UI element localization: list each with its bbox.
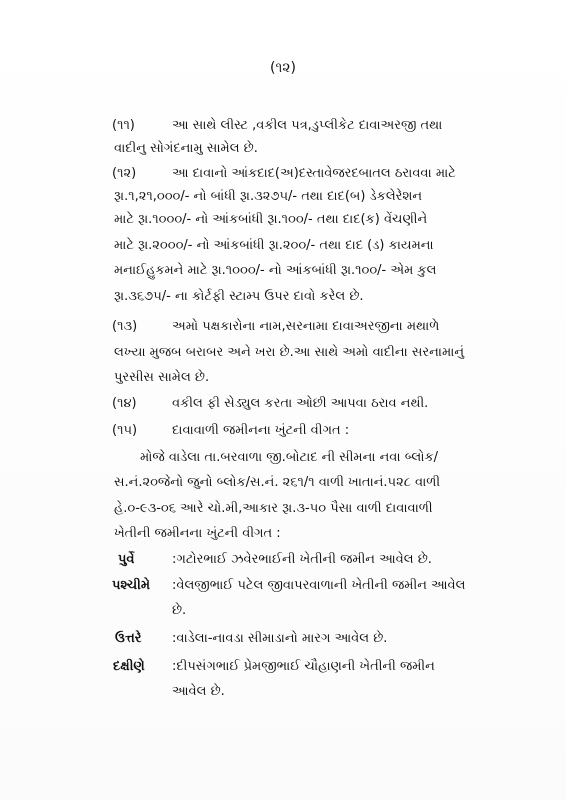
boundary-west-text: :વેલજીભાઈ પટેલ જીવાપરવાળાની ખેતીની જમીન આવેલ	[172, 578, 466, 593]
boundary-direction-west: પશ્ચીમે	[112, 578, 151, 593]
page-number: (૧૨)	[269, 60, 296, 76]
para-12-line: રૂા.૧,૨૧,૦૦૦/- નો બાંધી રૂા.૩૨૭૫/- તથા દાદ(બ) ડેકલેરેશન	[114, 189, 423, 204]
boundary-east-text: :ગટોરભાઈ ઝવેરભાઈની ખેતીની જમીન આવેલ છે.	[172, 552, 432, 567]
boundary-direction-south: દક્ષીણે	[113, 659, 145, 674]
para-11-line: આ સાથે લીસ્ટ ,વકીલ પત્ર,ડુપ્લીકેટ દાવાઅરજી તથા	[172, 118, 443, 133]
para-15-line: મોજે વાડેલા તા.બરવાળા જી.બોટાદ ની સીમના નવા બ્લોક/	[140, 450, 439, 465]
para-13-number: (૧૩)	[112, 319, 138, 334]
para-15-line: ખેતીની જમીનના ખુંટની વીગત :	[114, 526, 281, 541]
para-13-line: લખ્યા મુજબ બરાબર અને ખરા છે.આ સાથે અમો વાદીના સરનામાનું	[114, 345, 465, 360]
boundary-west-text: છે.	[172, 603, 187, 618]
para-14-line: વકીલ ફી સેડ્યુલ કરતા ઓછી આપવા ઠરાવ નથી.	[172, 396, 429, 411]
para-15-line: સ.નં.૨૦જેનો જુનો બ્લોક/સ.નં. ૨૬૧/૧ વાળી ખાતાનં.૫૨૮ વાળી	[114, 475, 441, 490]
para-12-line: માટે રૂા.૨૦૦૦/- નો આંકબાંધી રૂા.૨૦૦/- તથા દાદ (ડ) કાયમના	[114, 238, 434, 253]
boundary-direction-east: પુર્વે	[118, 552, 135, 567]
boundary-direction-north: ઉત્તરે	[115, 631, 142, 646]
para-15-heading: દાવાવાળી જમીનના ખુંટની વીગત :	[172, 423, 350, 438]
para-12-line: મનાઈહુકમને માટે રૂા.૧૦૦૦/- નો આંકબાંધી રૂા.૧૦૦/- એમ કુલ	[114, 263, 437, 278]
para-15-line: હે.૦-૯૩-૦૬ આરે ચો.મી,આકાર રૂા.૩-૫૦ પૈસા વાળી દાવાવાળી	[114, 501, 433, 516]
para-12-line: આ દાવાનો આંકદાદ(અ)દસ્તાવેજરદબાતલ ઠરાવવા માટે	[172, 166, 456, 181]
para-13-line: અમો પક્ષકારોના નામ,સરનામા દાવાઅરજીના મથાળે	[172, 319, 440, 334]
para-11-number: (૧૧)	[112, 118, 135, 133]
boundary-south-text: આવેલ છે.	[172, 684, 225, 699]
para-12-line: માટે રૂા.૧૦૦૦/- નો આંકબાંધી રૂા.૧૦૦/- તથા દાદ(ક) વેંચણીને	[114, 212, 428, 227]
para-13-line: પુરસીસ સામેલ છે.	[114, 370, 210, 385]
para-11-line: વાદીનુ સોગંદનામુ સામેલ છે.	[114, 141, 258, 156]
para-14-number: (૧૪)	[112, 396, 137, 411]
boundary-north-text: :વાડેલા-નાવડા સીમાડાનો મારગ આવેલ છે.	[172, 631, 388, 646]
boundary-south-text: :દીપસંગભાઈ પ્રેમજીભાઈ ચૌહાણની ખેતીની જમીન	[172, 659, 435, 674]
para-15-number: (૧૫)	[112, 423, 138, 438]
para-12-line: રૂા.૩૬૭૫/- ના કોર્ટફી સ્ટામ્પ ઉપર દાવો કરેલ છે.	[114, 289, 364, 304]
para-12-number: (૧૨)	[112, 166, 137, 181]
